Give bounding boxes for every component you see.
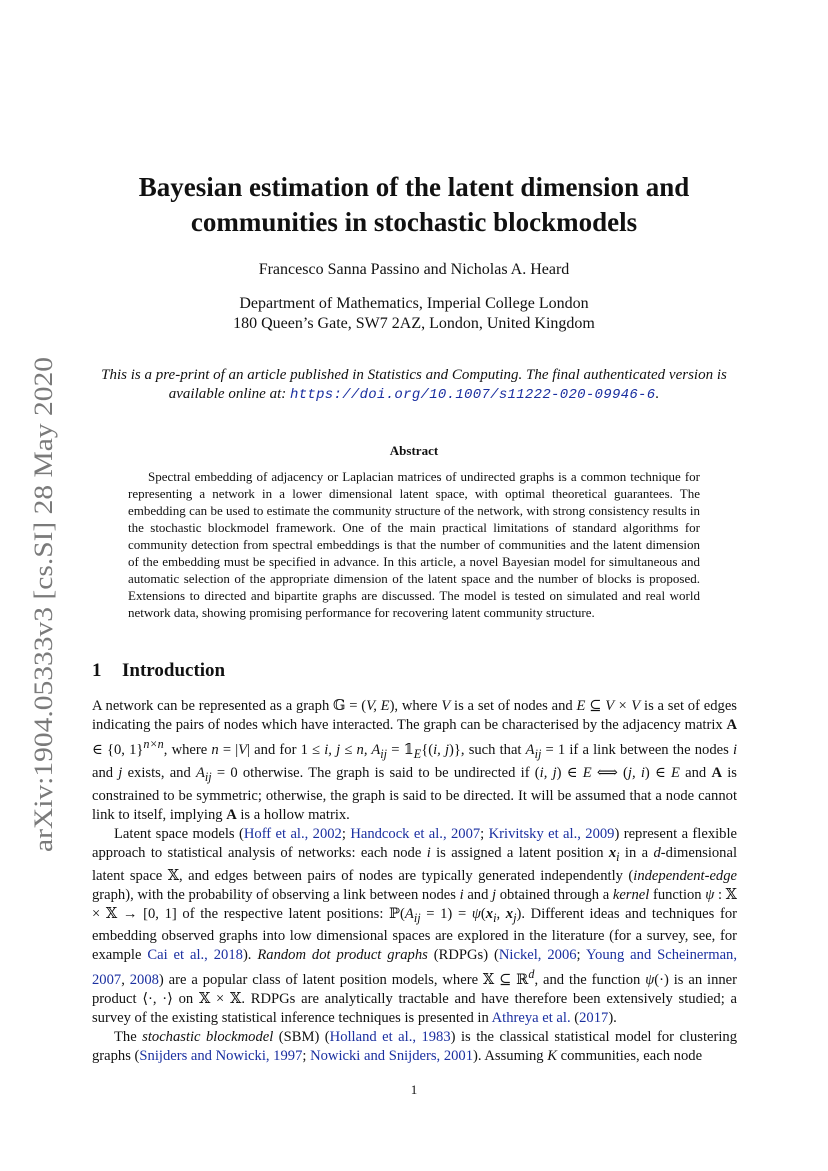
math: n (211, 741, 219, 758)
text: ; (480, 825, 489, 842)
math: i, j (433, 741, 450, 758)
paper-title (60, 170, 768, 240)
math: j (118, 764, 123, 781)
text: = 1 if a link between the nodes (541, 741, 733, 758)
preprint-notice (92, 366, 736, 405)
text: Latent space models ( (114, 825, 244, 842)
math: A (196, 764, 205, 781)
preprint-text: This is a pre-print of an article published in Statistics and Computing. The final authenticated version is available online at: (101, 367, 727, 402)
text: ∈ {0, 1} (92, 741, 144, 758)
text: ). (608, 1010, 617, 1027)
math-bold: x (505, 905, 514, 922)
text: , (496, 905, 506, 922)
page-number: 1 (410, 1082, 418, 1097)
title-line-2: communities in stochastic blockmodels (190, 207, 638, 237)
math: j (492, 886, 497, 903)
text: ). Different ideas and techniques for embedding observed graphs into low dimensional spaces are explored in the literature (for a survey, see, for example (92, 905, 737, 964)
math: V (238, 741, 248, 758)
citation-link[interactable]: Hoff et al., 2002 (243, 825, 342, 842)
section-number: 1 (92, 660, 102, 681)
math: A (525, 741, 535, 758)
emphasis: kernel (612, 886, 650, 903)
text: is a set of nodes and (450, 698, 577, 714)
text: is assigned a latent position (430, 844, 609, 861)
math: i (426, 844, 431, 861)
text: ; (576, 947, 586, 964)
section-heading (92, 660, 225, 682)
math-bold: x (608, 844, 617, 861)
text: , and the function (534, 972, 646, 989)
text: ). (242, 947, 258, 964)
math: A (404, 905, 414, 922)
text: ). Assuming (473, 1048, 548, 1065)
emphasis: independent-edge (633, 867, 737, 884)
text: and (463, 886, 493, 903)
text: ) represent a flexible approach to statistical analysis of networks: each node (92, 825, 738, 861)
text: | and for 1 ≤ (247, 741, 325, 758)
math-sub: i (616, 849, 620, 864)
text: (RDPGs) ( (427, 947, 499, 964)
math: V, E (366, 698, 390, 714)
math: i (732, 741, 738, 758)
citation-link[interactable]: Young and Scheinerman, 2007 (92, 947, 737, 989)
text: ) ∈ (556, 764, 583, 781)
text: in a (619, 844, 654, 861)
citation-link[interactable]: Handcock et al., 2007 (350, 825, 481, 842)
math: ψ (471, 905, 481, 922)
math-bold: A (226, 806, 237, 823)
text: ; (341, 825, 351, 842)
math: K (547, 1048, 557, 1065)
text: communities, each node (556, 1048, 703, 1065)
math-sub: ij (534, 746, 542, 761)
text: -dimensional latent space 𝕏, and edges between pairs of nodes are typically generated independently ( (92, 844, 737, 884)
affiliation-line-1: Department of Mathematics, Imperial College London (239, 295, 589, 312)
math: E (582, 764, 592, 781)
math-sub: ij (413, 910, 421, 925)
emphasis: stochastic blockmodel (142, 1029, 274, 1046)
math-sub: j (513, 910, 517, 925)
abstract-text: Spectral embedding of adjacency or Laplacian matrices of undirected graphs is a common technique for representing a network in a lower dimensional latent space, with optimal theoretical guarantees. The embedding can be used to estimate the community structure of the network, with strong consistency results in the stochastic blockmodel framework. One of the main practical limitations of standard algorithms for community detection from spectral embeddings is that the number of communities and the latent dimension of the embedding must be specified in advance. In this article, a novel Bayesian model for simultaneous and automatic selection of the appropriate dimension of the latent space and the number of blocks is proposed. Extensions to directed and bipartite graphs are discussed. The model is tested on simulated and real world network data, showing promising performance for recovering latent community structure. (128, 469, 700, 620)
text: = 1) = (420, 905, 472, 922)
body-text (92, 697, 737, 1066)
title-line-1: Bayesian estimation of the latent dimension and (138, 172, 690, 202)
text: is a set of edges indicating the pairs of nodes which have interacted. The graph can be characterised by the adjacency matrix (92, 698, 737, 733)
math-sup: d (528, 967, 535, 982)
text: ( (570, 1010, 580, 1027)
text: , where (163, 741, 212, 758)
math: ψ (645, 972, 655, 989)
text: function (649, 886, 706, 903)
citation-link[interactable]: Snijders and Nowicki, 1997 (139, 1048, 303, 1065)
text: ) ∈ (644, 764, 672, 781)
text: {( (421, 741, 434, 758)
abstract (128, 468, 700, 621)
text: obtained through a (496, 886, 613, 903)
citation-link[interactable]: Cai et al., 2018 (147, 947, 243, 964)
math: i, j (324, 741, 341, 758)
math-bold: A (711, 764, 723, 781)
math-sub: ij (380, 746, 388, 761)
math-sub: i (493, 910, 497, 925)
text: ) is the classical statistical model for clustering graphs ( (92, 1029, 737, 1065)
affiliation-line-2: 180 Queen’s Gate, SW7 2AZ, London, United Kingdom (233, 315, 595, 332)
paragraph-1 (92, 697, 737, 825)
abstract-heading: Abstract (389, 443, 439, 458)
text: : 𝕏 × 𝕏 → [0, 1] of the respective latent positions: ℙ( (92, 886, 738, 922)
doi-link[interactable]: https://doi.org/10.1007/s11222-020-09946-6 (290, 387, 656, 403)
text: The (114, 1029, 143, 1046)
text: ≤ (340, 741, 357, 758)
math: n, A (356, 741, 381, 758)
affiliation (60, 294, 768, 334)
citation-link[interactable]: Athreya et al. (491, 1010, 571, 1027)
text: = | (218, 741, 239, 758)
math-sub: E (413, 746, 422, 761)
section-title: Introduction (122, 660, 226, 681)
text: (·) is an inner product ⟨·, ·⟩ on 𝕏 × 𝕏. RDPGs are analytically tractable and have therefore been extensively studied; a survey of the existing statistical inference techniques is presented in (92, 972, 738, 1027)
text: ) are a popular class of latent position models, where 𝕏 ⊆ ℝ (158, 972, 529, 989)
text: , (121, 972, 130, 989)
text: and (679, 764, 712, 781)
math-bold: A (726, 717, 737, 733)
citation-link[interactable]: Nowicki and Snijders, 2001 (310, 1048, 474, 1065)
math: V (441, 698, 451, 714)
math-bold: x (485, 905, 494, 922)
text: ), where (389, 698, 442, 714)
citation-link[interactable]: Holland et al., 1983 (329, 1029, 451, 1046)
citation-link[interactable]: Nickel, 2006 (498, 947, 577, 964)
text: A network can be represented as a graph 𝔾 = ( (92, 698, 367, 714)
math: E ⊆ V × V (576, 698, 641, 714)
citation-link[interactable]: 2017 (579, 1010, 609, 1027)
math: i, j (539, 764, 557, 781)
preprint-end: . (655, 386, 660, 402)
citation-link[interactable]: Krivitsky et al., 2009 (488, 825, 615, 842)
text: is constrained to be symmetric; otherwise, the graph is said to be directed. It will be assumed that a node cannot link to itself, implying (92, 764, 737, 823)
text: ( (480, 905, 486, 922)
math: i (459, 886, 464, 903)
text: and (92, 764, 119, 781)
text: exists, and (122, 764, 196, 781)
text: is a hollow matrix. (236, 806, 350, 823)
text: (SBM) ( (273, 1029, 330, 1046)
arxiv-identifier-stamp (22, 352, 62, 852)
text: ⟺ ( (591, 764, 628, 781)
math-sup: n×n (143, 737, 164, 751)
authors: Francesco Sanna Passino and Nicholas A. Heard (258, 261, 570, 278)
text: graph), with the probability of observing a link between nodes (92, 886, 460, 903)
paragraph-2 (92, 825, 737, 1029)
math: ψ (705, 886, 715, 903)
citation-link[interactable]: 2008 (129, 972, 159, 989)
math: j, i (627, 764, 645, 781)
arxiv-identifier-text: arXiv:1904.05333v3 [cs.SI] 28 May 2020 (29, 415, 58, 852)
math: E (671, 764, 680, 781)
math: d (653, 844, 661, 861)
emphasis: Random dot product graphs (257, 947, 428, 964)
text: ; (302, 1048, 311, 1065)
text: )}, such that (449, 741, 526, 758)
math-sub: ij (204, 769, 212, 784)
paragraph-3 (92, 1028, 737, 1066)
text: = 0 otherwise. The graph is said to be undirected if ( (211, 764, 540, 781)
text: = 𝟙 (387, 741, 414, 758)
